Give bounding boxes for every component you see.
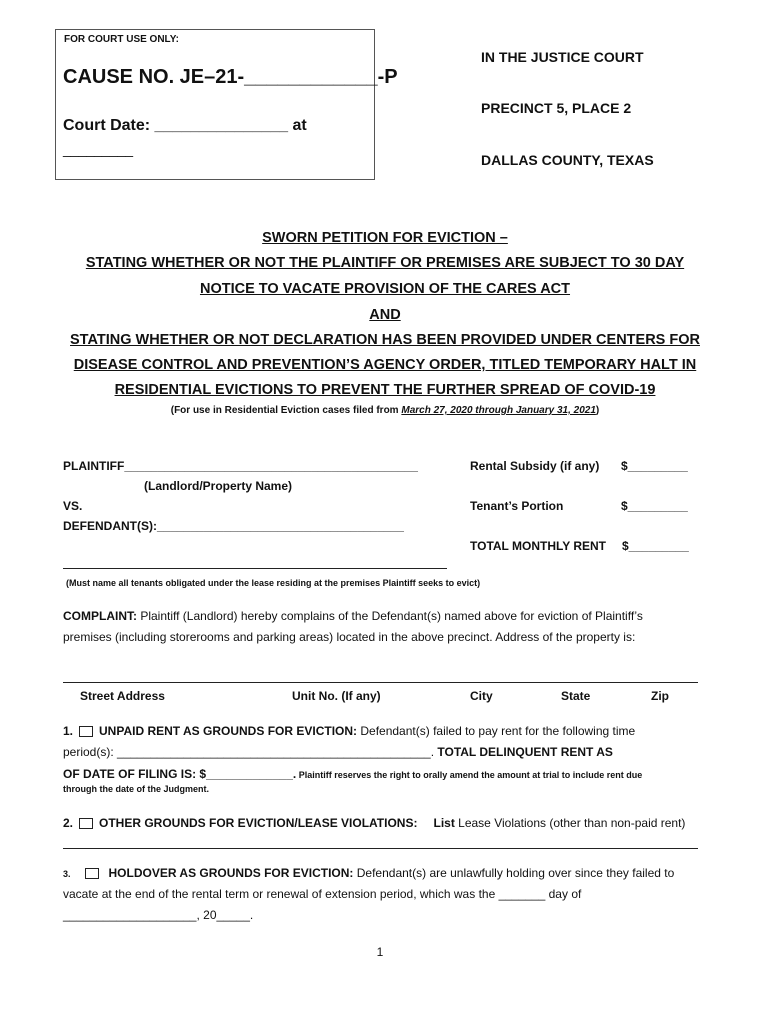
title-line-2: STATING WHETHER OR NOT THE PLAINTIFF OR PREMISES ARE SUBJECT TO 30 DAY	[85, 255, 685, 271]
landlord-label: (Landlord/Property Name)	[144, 479, 293, 493]
county: DALLAS COUNTY, TEXAS	[481, 152, 654, 168]
item-1-text: Defendant(s) failed to pay rent for the following time	[357, 724, 636, 738]
title-line-5: STATING WHETHER OR NOT DECLARATION HAS BEEN PROVIDED UNDER CENTERS FOR	[70, 332, 700, 348]
item-1-line-3	[63, 765, 642, 783]
complaint-text-2: premises (including storerooms and parking areas) located in the above precinct. Address of the property is:	[63, 630, 636, 644]
court-name: IN THE JUSTICE COURT	[481, 49, 644, 65]
item-1-line-1	[63, 724, 635, 738]
address-unit-label: Unit No. (If any)	[292, 689, 381, 703]
defendant-field[interactable]: DEFENDANT(S):_____________________________________	[63, 519, 404, 533]
defendant-extra-line	[63, 568, 447, 569]
total-rent-value[interactable]: $_________	[622, 539, 689, 553]
cause-number: CAUSE NO. JE–21-____________-P	[63, 66, 398, 88]
rental-subsidy-value[interactable]: $_________	[621, 459, 688, 473]
title-line-4: AND	[369, 307, 401, 323]
item-2-line-1	[63, 816, 685, 830]
item-2-list-label: List	[433, 816, 455, 830]
item-1-checkbox[interactable]	[79, 726, 93, 737]
use-note-prefix: (For use in Residential Eviction cases filed from	[170, 405, 402, 416]
plaintiff-field[interactable]: PLAINTIFF____________________________________________	[63, 459, 418, 473]
item-2-list-text: Lease Violations (other than non-paid rent)	[454, 816, 686, 830]
item-3-text-2: vacate at the end of the rental term or renewal of extension period, which was the _______ day of	[63, 887, 582, 901]
address-city-label: City	[470, 689, 493, 703]
use-note	[0, 405, 770, 416]
total-rent-label: TOTAL MONTHLY RENT	[470, 539, 607, 553]
court-use-label: FOR COURT USE ONLY:	[64, 34, 180, 45]
precinct: PRECINCT 5, PLACE 2	[481, 100, 632, 116]
address-state-label: State	[561, 689, 591, 703]
tenant-portion-label: Tenant’s Portion	[470, 499, 564, 513]
title-line-6: DISEASE CONTROL AND PREVENTION’S AGENCY ORDER, TITLED TEMPORARY HALT IN	[73, 357, 697, 373]
use-note-dates: March 27, 2020 through January 31, 2021	[401, 405, 596, 416]
must-name-note: (Must name all tenants obligated under the lease residing at the premises Plaintiff seeks to evict)	[66, 578, 481, 588]
item-3-heading: HOLDOVER AS GROUNDS FOR EVICTION:	[108, 866, 354, 880]
item-2-violations-line[interactable]	[63, 848, 698, 849]
complaint-label: COMPLAINT:	[63, 609, 137, 623]
address-street-label: Street Address	[80, 689, 165, 703]
complaint-text-1: Plaintiff (Landlord) hereby complains of the Defendant(s) named above for eviction of Plaintiff’s	[137, 609, 643, 623]
address-zip-label: Zip	[651, 689, 669, 703]
vs-label: VS.	[63, 499, 83, 513]
use-note-suffix: )	[595, 405, 600, 416]
item-1-total-delinquent: TOTAL DELINQUENT RENT AS	[434, 745, 613, 759]
item-2-number: 2.	[63, 816, 74, 830]
title-line-3: NOTICE TO VACATE PROVISION OF THE CARES ACT	[199, 281, 571, 297]
item-3-text: Defendant(s) are unlawfully holding over since they failed to	[353, 866, 675, 880]
item-2-checkbox[interactable]	[79, 818, 93, 829]
address-line[interactable]	[63, 682, 698, 683]
item-1-line-2	[63, 745, 613, 759]
item-2-heading: OTHER GROUNDS FOR EVICTION/LEASE VIOLATIONS:	[99, 816, 418, 830]
page-number: 1	[376, 945, 384, 959]
item-3-checkbox[interactable]	[85, 868, 99, 879]
item-1-through: through the date of the Judgment.	[63, 784, 209, 794]
court-use-box	[55, 29, 375, 180]
title-line-7: RESIDENTIAL EVICTIONS TO PREVENT THE FURTHER SPREAD OF COVID-19	[114, 382, 656, 398]
title-line-1: SWORN PETITION FOR EVICTION –	[262, 230, 508, 246]
item-3-number: 3.	[63, 869, 71, 879]
item-3-line-1	[63, 866, 674, 880]
item-1-period[interactable]: period(s): _______________________________________________.	[63, 745, 435, 759]
item-1-number: 1.	[63, 724, 74, 738]
tenant-portion-value[interactable]: $_________	[621, 499, 688, 513]
item-1-reserve-note: Plaintiff reserves the right to orally amend the amount at trial to include rent due	[296, 770, 643, 780]
item-1-of-date[interactable]: OF DATE OF FILING IS: $_____________.	[63, 767, 297, 781]
item-1-heading: UNPAID RENT AS GROUNDS FOR EVICTION:	[99, 724, 358, 738]
rental-subsidy-label: Rental Subsidy (if any)	[470, 459, 600, 473]
court-date-line: _________	[63, 141, 134, 157]
complaint-line-1	[63, 609, 643, 623]
item-3-text-3[interactable]: ____________________, 20_____.	[63, 908, 254, 922]
court-date: Court Date: _______________ at	[63, 117, 307, 134]
